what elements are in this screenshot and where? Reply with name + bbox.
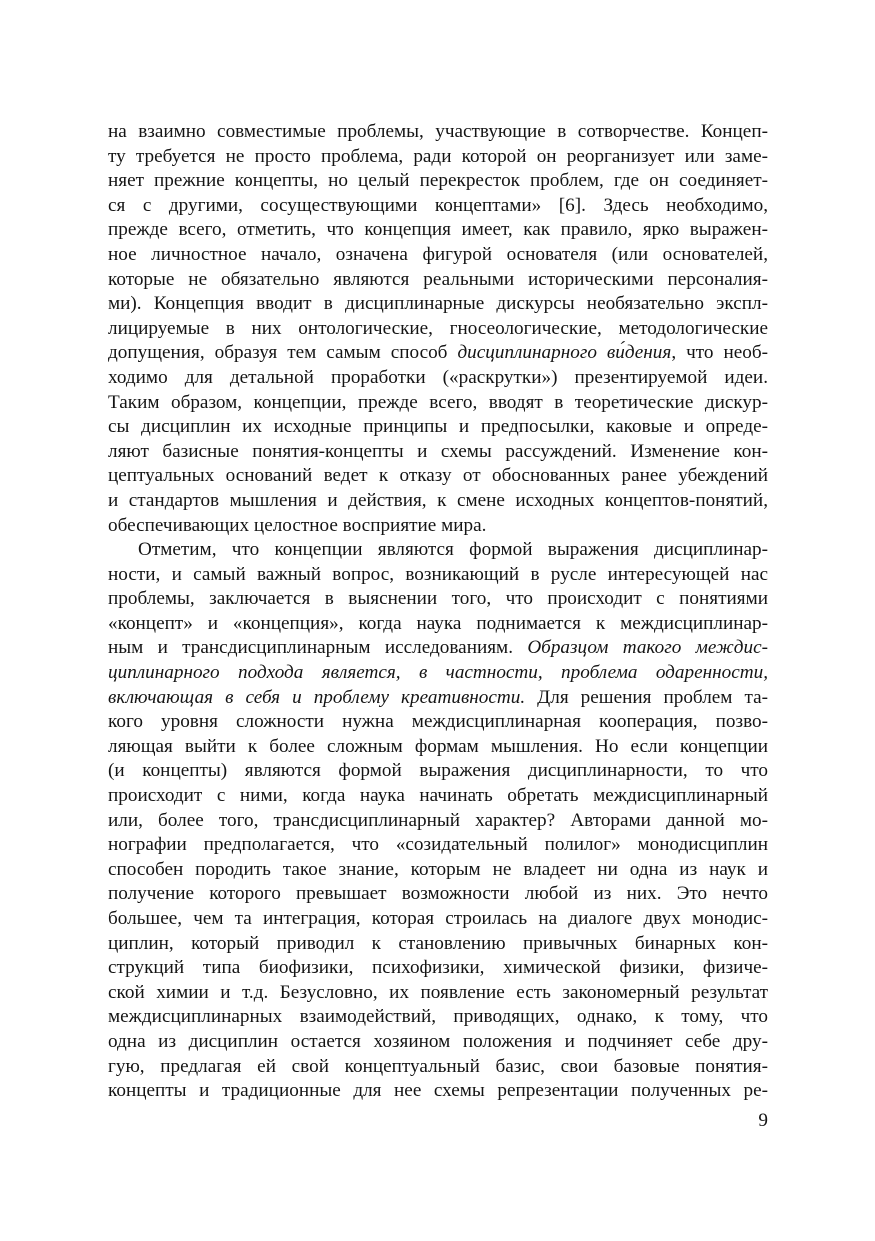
text-run: Для решения проблем та-	[525, 686, 768, 708]
text-line: получение которого превышает возможности любой из них. Это нечто	[108, 883, 768, 905]
text-line: Таким образом, концепции, прежде всего, вводят в теоретические дискур-	[108, 391, 768, 413]
text-line: ми). Концепция вводит в дисциплинарные дискурсы необязательно экспл-	[108, 293, 768, 315]
text-line: способен породить такое знание, которым не владеет ни одна из наук и	[108, 858, 768, 880]
text-line: «концепт» и «концепция», когда наука поднимается к междисциплинар-	[108, 612, 768, 634]
paragraph-1	[108, 120, 768, 538]
text-line: струкций типа биофизики, психофизики, химической физики, физиче-	[108, 957, 768, 979]
text-line	[108, 686, 768, 711]
paragraph-2	[108, 538, 768, 1104]
text-line: ходимо для детальной проработки («раскрутки») презентируемой идеи.	[108, 366, 768, 388]
text-line: няет прежние концепты, но целый перекресток проблем, где он соединяет-	[108, 170, 768, 192]
text-line: цептуальных оснований ведет к отказу от обоснованных ранее убеждений	[108, 465, 768, 487]
text-line: или, более того, трансдисциплинарный характер? Авторами данной мо-	[108, 809, 768, 831]
text-line: гую, предлагая ей свой концептуальный базис, свои базовые понятия-	[108, 1055, 768, 1077]
italic-emphasis: Образцом такого междис-	[527, 637, 768, 659]
italic-emphasis: включающая в себя и проблему креативности.	[108, 686, 526, 708]
text-line: сы дисциплин их исходные принципы и предпосылки, каковые и опреде-	[108, 416, 768, 438]
text-line	[108, 636, 768, 661]
italic-term: дисциплинарного ви́дения	[457, 342, 672, 364]
text-line: лицируемые в них онтологические, гносеологические, методологические	[108, 317, 768, 339]
text-line: ности, и самый важный вопрос, возникающий в русле интересующей нас	[108, 563, 768, 585]
text-line: проблемы, заключается в выяснении того, что происходит с понятиями	[108, 588, 768, 610]
body-text	[108, 120, 768, 1104]
text-line: междисциплинарных взаимодействий, приводящих, однако, к тому, что	[108, 1006, 768, 1028]
text-line: циплин, который приводил к становлению привычных бинарных кон-	[108, 932, 768, 954]
text-line	[108, 341, 768, 366]
text-line: большее, чем та интеграция, которая строилась на диалоге двух монодис-	[108, 908, 768, 929]
text-line: нографии предполагается, что «созидательный полилог» монодисциплин	[108, 834, 768, 856]
italic-emphasis-line: циплинарного подхода является, в частности, проблема одаренности,	[108, 662, 768, 684]
text-line: одна из дисциплин остается хозяином положения и подчиняет себе дру-	[108, 1030, 768, 1052]
text-line: кого уровня сложности нужна междисциплинарная кооперация, позво-	[108, 711, 768, 733]
text-line: ся с другими, сосуществующими концептами» [6]. Здесь необходимо,	[108, 194, 768, 216]
text-line: происходит с ними, когда наука начинать обретать междисциплинарный	[108, 785, 768, 807]
text-run: ным и трансдисциплинарным исследованиям.	[108, 637, 528, 659]
text-line: ное личностное начало, означена фигурой основателя (или основателей,	[108, 243, 768, 265]
text-line: ляющая выйти к более сложным формам мышления. Но если концепции	[108, 735, 768, 757]
text-line: ляют базисные понятия-концепты и схемы рассуждений. Изменение кон-	[108, 440, 768, 462]
text-line: обеспечивающих целостное восприятие мира.	[108, 514, 487, 536]
text-line: прежде всего, отметить, что концепция имеет, как правило, ярко выражен-	[108, 219, 768, 241]
page-number: 9	[758, 1110, 768, 1131]
text-line: (и концепты) являются формой выражения дисциплинарности, то что	[108, 760, 768, 782]
text-line: на взаимно совместимые проблемы, участвующие в сотворчестве. Концеп-	[108, 121, 768, 142]
text-line: ской химии и т.д. Безусловно, их появление есть закономерный результат	[108, 981, 768, 1003]
text-run: допущения, образуя тем самым способ	[108, 342, 458, 364]
text-line: концепты и традиционные для нее схемы репрезентации полученных ре-	[108, 1080, 768, 1102]
text-line: и стандартов мышления и действия, к смене исходных концептов-понятий,	[108, 489, 768, 511]
text-line: ту требуется не просто проблема, ради которой он реорганизует или заме-	[108, 145, 768, 167]
text-run: , что необ-	[671, 342, 769, 364]
text-line: Отметим, что концепции являются формой выражения дисциплинар-	[138, 539, 768, 561]
text-line: которые не обязательно являются реальными историческими персоналия-	[108, 268, 768, 290]
